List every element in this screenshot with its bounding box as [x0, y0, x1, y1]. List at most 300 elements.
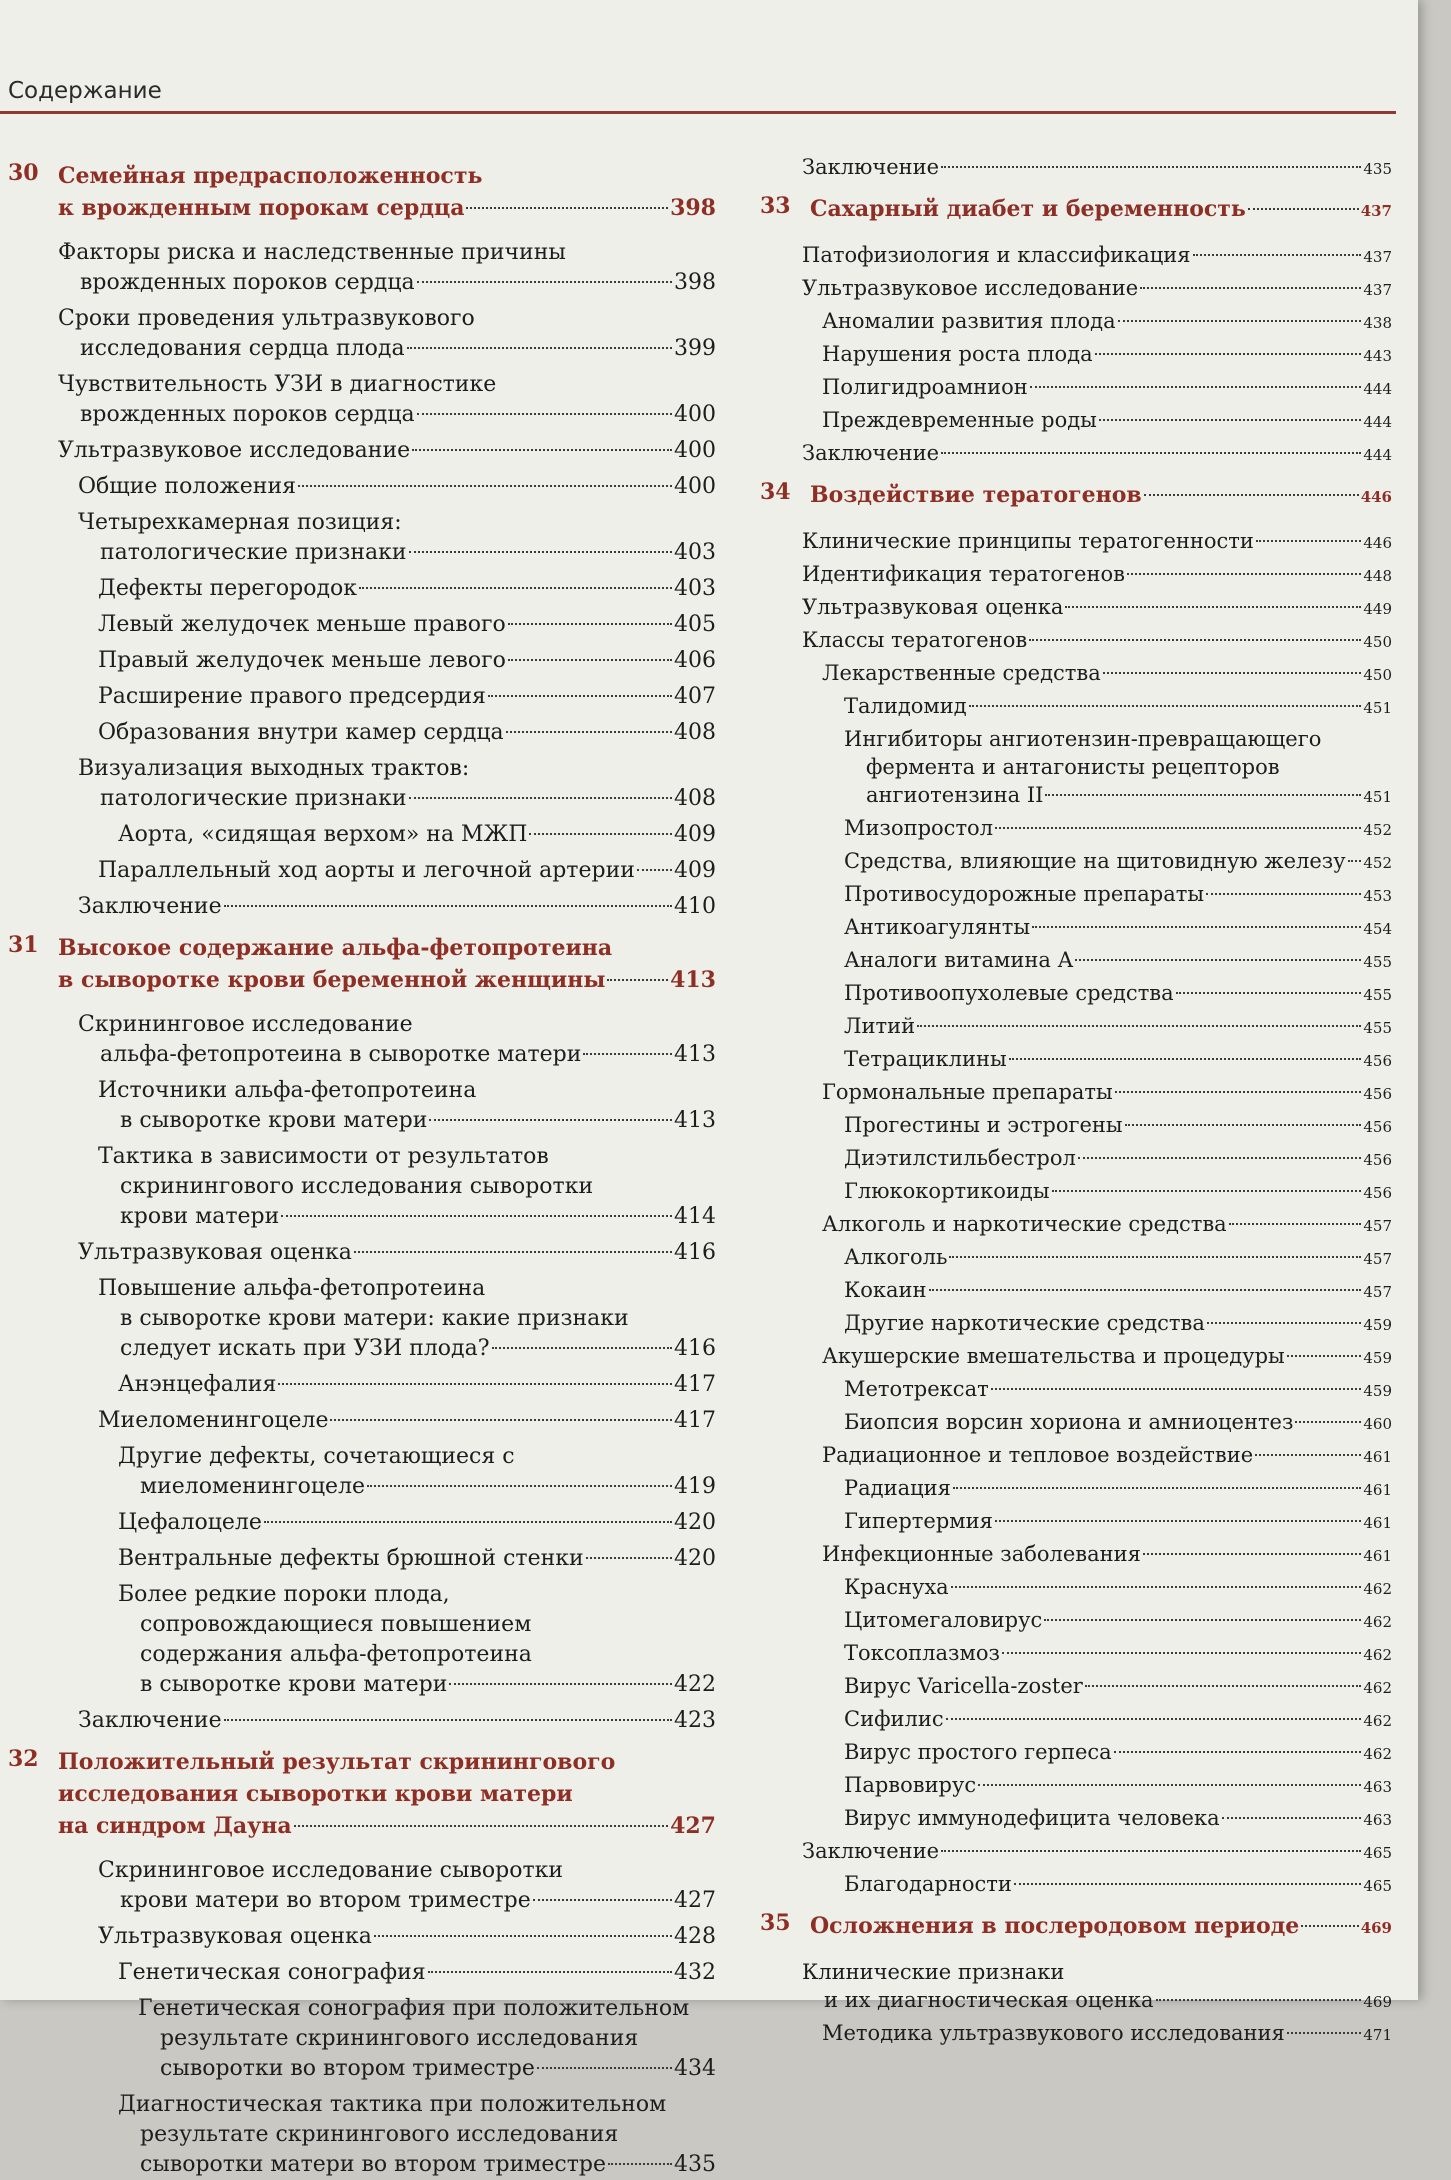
page-number: 465 — [1363, 1844, 1392, 1862]
toc-entry-text: в сыворотке крови матери — [120, 1108, 428, 1133]
toc-entry[interactable] — [752, 913, 1392, 943]
dot-leader — [359, 587, 672, 589]
dot-leader — [407, 347, 672, 349]
toc-entry[interactable] — [752, 406, 1392, 436]
toc-entry-line: Клинические признаки — [802, 1960, 1065, 1984]
toc-entry[interactable] — [752, 560, 1392, 590]
toc-entry-text: Преждевременные роды — [822, 408, 1097, 432]
toc-entry[interactable] — [0, 1508, 716, 1538]
toc-entry[interactable] — [752, 1639, 1392, 1669]
chapter-heading-35[interactable] — [752, 1910, 1392, 1944]
toc-entry[interactable] — [0, 1406, 716, 1436]
toc-entry[interactable] — [752, 1276, 1392, 1306]
page-number: 456 — [1363, 1184, 1392, 1202]
toc-entry-text: Вирус иммунодефицита человека — [844, 1806, 1220, 1830]
page-number: 465 — [1363, 1877, 1392, 1895]
toc-entry-line — [802, 241, 1392, 271]
chapter-title-line — [810, 193, 1392, 227]
page-number: 455 — [1363, 953, 1392, 971]
toc-entry-line — [822, 659, 1392, 689]
toc-entry[interactable] — [0, 304, 716, 364]
toc-entry[interactable] — [0, 1442, 716, 1502]
page-number: 444 — [1363, 413, 1392, 431]
page-number: 416 — [674, 1240, 716, 1265]
toc-entry-text: патологические признаки — [100, 540, 407, 565]
page-number: 461 — [1363, 1481, 1392, 1499]
chapter-number: 32 — [8, 1746, 39, 1772]
dot-leader — [1144, 494, 1359, 496]
toc-entry[interactable] — [0, 1922, 716, 1952]
toc-entry-line — [844, 1738, 1392, 1768]
toc-entry[interactable] — [752, 1375, 1392, 1405]
toc-entry-line — [844, 781, 1392, 811]
toc-entry-text: Цефалоцеле — [118, 1510, 262, 1535]
toc-entry-line — [78, 1238, 716, 1268]
toc-entry[interactable] — [752, 1111, 1392, 1141]
toc-entry[interactable] — [752, 847, 1392, 877]
toc-entry[interactable] — [0, 436, 716, 466]
toc-entry[interactable] — [0, 238, 716, 298]
toc-entry-line — [844, 692, 1392, 722]
toc-entry[interactable] — [752, 340, 1392, 370]
toc-entry-line — [58, 400, 716, 430]
toc-entry-text: Инфекционные заболевания — [822, 1542, 1141, 1566]
dot-leader — [941, 166, 1361, 168]
dot-leader — [1248, 208, 1359, 210]
page-number: 413 — [674, 1108, 716, 1133]
toc-entry-text: Полигидроамнион — [822, 375, 1028, 399]
toc-entry-line — [802, 626, 1392, 656]
page-number: 419 — [674, 1474, 716, 1499]
toc-entry-line — [118, 1670, 716, 1700]
toc-entry-line: Визуализация выходных трактов: — [78, 756, 470, 781]
toc-entry-line: скринингового исследования сыворотки — [120, 1174, 594, 1199]
toc-entry[interactable] — [752, 1672, 1392, 1702]
toc-entry-line: в сыворотке крови матери: какие признаки — [120, 1306, 629, 1331]
toc-entry[interactable] — [0, 1958, 716, 1988]
page-number: 463 — [1363, 1778, 1392, 1796]
toc-entry[interactable] — [0, 820, 716, 850]
dot-leader — [1095, 353, 1362, 355]
chapter-heading-34[interactable] — [752, 479, 1392, 513]
toc-entry[interactable] — [0, 1370, 716, 1400]
toc-entry-line — [78, 784, 716, 814]
page-number: 471 — [1363, 2026, 1392, 2044]
toc-entry-line — [822, 307, 1392, 337]
toc-entry-line — [844, 1276, 1392, 1306]
toc-entry[interactable] — [752, 626, 1392, 656]
toc-entry[interactable] — [752, 1837, 1392, 1867]
dot-leader — [1045, 794, 1361, 796]
toc-entry[interactable] — [752, 1958, 1392, 2016]
toc-entry-text: Дефекты перегородок — [98, 576, 357, 601]
chapter-heading-31[interactable] — [0, 932, 716, 996]
toc-entry-text: Цитомегаловирус — [844, 1608, 1043, 1632]
toc-entry[interactable] — [0, 472, 716, 502]
toc-entry-line — [844, 1672, 1392, 1702]
dot-leader — [330, 1419, 672, 1421]
page-number: 452 — [1363, 821, 1392, 839]
page-number: 457 — [1363, 1283, 1392, 1301]
dot-leader — [1127, 573, 1361, 575]
toc-entry[interactable] — [752, 1177, 1392, 1207]
toc-entry-text: Радиация — [844, 1476, 951, 1500]
toc-entry-line: фермента и антагонисты рецепторов — [866, 755, 1280, 779]
chapter-title — [810, 193, 1392, 227]
dot-leader — [1348, 860, 1362, 862]
chapter-number: 30 — [8, 160, 39, 186]
toc-entry[interactable] — [752, 979, 1392, 1009]
toc-entry-line — [822, 340, 1392, 370]
toc-column-left — [0, 150, 716, 2180]
toc-entry[interactable] — [752, 1606, 1392, 1636]
toc-entry[interactable] — [752, 1870, 1392, 1900]
dot-leader — [488, 695, 672, 697]
toc-entry-line: Другие дефекты, сочетающиеся с — [118, 1444, 515, 1469]
dot-leader — [941, 1850, 1361, 1852]
toc-entry-text: Нарушения роста плода — [822, 342, 1093, 366]
page-number: 450 — [1363, 633, 1392, 651]
toc-entry-text: Глюкокортикоиды — [844, 1179, 1050, 1203]
toc-entry-line: Источники альфа-фетопротеина — [98, 1078, 477, 1103]
toc-entry[interactable] — [752, 373, 1392, 403]
toc-entry-line — [98, 1106, 716, 1136]
toc-entry[interactable] — [752, 1738, 1392, 1768]
toc-entry-line — [844, 1375, 1392, 1405]
dot-leader — [529, 833, 672, 835]
toc-entry-line — [802, 274, 1392, 304]
toc-column-right — [752, 150, 1392, 2049]
chapter-number: 35 — [760, 1910, 791, 1936]
page-number: 459 — [1363, 1316, 1392, 1334]
dot-leader — [607, 979, 668, 981]
page-number: 455 — [1363, 1019, 1392, 1037]
dot-leader — [1118, 320, 1362, 322]
chapter-title — [810, 1910, 1392, 1944]
toc-entry-line — [822, 1078, 1392, 1108]
page-number: 462 — [1363, 1679, 1392, 1697]
toc-entry-line — [844, 1804, 1392, 1834]
toc-entry-text: Метотрексат — [844, 1377, 989, 1401]
toc-entry[interactable] — [752, 1441, 1392, 1471]
toc-entry[interactable] — [752, 1045, 1392, 1075]
page-number: 437 — [1360, 202, 1392, 220]
toc-entry[interactable] — [752, 2019, 1392, 2049]
page-number: 434 — [674, 2056, 716, 2081]
toc-entry[interactable] — [752, 593, 1392, 623]
toc-entry[interactable] — [0, 1706, 716, 1736]
page-number: 460 — [1363, 1415, 1392, 1433]
toc-entry-line — [118, 1958, 716, 1988]
page-number: 414 — [674, 1204, 716, 1229]
chapter-title — [58, 160, 716, 224]
toc-entry-text: Литий — [844, 1014, 916, 1038]
toc-entry[interactable] — [752, 439, 1392, 469]
toc-entry-text: Мизопростол — [844, 816, 994, 840]
toc-entry[interactable] — [0, 646, 716, 676]
toc-entry-line: Ингибиторы ангиотензин-превращающего — [844, 727, 1322, 751]
page-number: 456 — [1363, 1151, 1392, 1169]
toc-entry-line — [802, 1986, 1392, 2016]
toc-entry-line: результате скринингового исследования — [160, 2026, 639, 2051]
toc-entry-text: следует искать при УЗИ плода? — [120, 1336, 490, 1361]
toc-entry[interactable] — [752, 1540, 1392, 1570]
page-number: 459 — [1363, 1349, 1392, 1367]
toc-entry[interactable] — [752, 1573, 1392, 1603]
toc-entry-line — [844, 1309, 1392, 1339]
page-number: 398 — [670, 195, 716, 221]
chapter-number: 34 — [760, 479, 791, 505]
toc-entry[interactable] — [0, 1010, 716, 1070]
toc-entry[interactable] — [752, 153, 1392, 183]
toc-entry-line — [118, 820, 716, 850]
toc-entry-line — [78, 472, 716, 502]
toc-entry[interactable] — [752, 1474, 1392, 1504]
toc-entry[interactable] — [0, 1274, 716, 1364]
page-number: 435 — [674, 2152, 716, 2177]
toc-entry-text: сыворотки матери во втором триместре — [140, 2152, 607, 2177]
dot-leader — [417, 281, 672, 283]
toc-entry-line: Факторы риска и наследственные причины — [58, 240, 566, 265]
toc-entry[interactable] — [752, 692, 1392, 722]
page-number: 451 — [1363, 788, 1392, 806]
page-number: 461 — [1363, 1547, 1392, 1565]
dot-leader — [1176, 992, 1362, 994]
toc-entry-line — [844, 946, 1392, 976]
toc-entry[interactable] — [752, 1771, 1392, 1801]
dot-leader — [1125, 1124, 1362, 1126]
toc-entry-line — [98, 610, 716, 640]
toc-entry-text: Парвовирус — [844, 1773, 977, 1797]
toc-entry-line — [822, 1441, 1392, 1471]
dot-leader — [466, 207, 668, 209]
page-number: 427 — [670, 1813, 716, 1839]
toc-entry-line — [844, 1507, 1392, 1537]
toc-entry[interactable] — [752, 1210, 1392, 1240]
dot-leader — [951, 1586, 1362, 1588]
toc-entry-line — [98, 718, 716, 748]
page-number: 456 — [1363, 1118, 1392, 1136]
toc-entry[interactable] — [752, 880, 1392, 910]
toc-entry-text: Токсоплазмоз — [844, 1641, 1000, 1665]
toc-entry-text: Благодарности — [844, 1872, 1012, 1896]
dot-leader — [1143, 1553, 1361, 1555]
chapter-title-line — [58, 1810, 716, 1842]
toc-entry-line — [844, 1474, 1392, 1504]
dot-leader — [1009, 1058, 1362, 1060]
page-number: 422 — [674, 1672, 716, 1697]
toc-entry[interactable] — [0, 1238, 716, 1268]
toc-entry-text: Прогестины и эстрогены — [844, 1113, 1123, 1137]
toc-entry[interactable] — [752, 1309, 1392, 1339]
toc-entry[interactable] — [752, 659, 1392, 689]
page-number: 446 — [1363, 534, 1392, 552]
toc-entry[interactable] — [0, 574, 716, 604]
toc-entry-line — [844, 814, 1392, 844]
toc-entry[interactable] — [752, 1012, 1392, 1042]
chapter-heading-30[interactable] — [0, 160, 716, 224]
toc-entry-text: Методика ультразвукового исследования — [822, 2021, 1285, 2045]
page-number: 453 — [1363, 887, 1392, 905]
toc-entry-line — [844, 979, 1392, 1009]
chapter-heading-33[interactable] — [752, 193, 1392, 227]
dot-leader — [969, 705, 1362, 707]
toc-entry[interactable] — [752, 946, 1392, 976]
page-number: 469 — [1363, 1993, 1392, 2011]
toc-entry-line — [802, 1837, 1392, 1867]
chapter-number: 33 — [760, 193, 791, 219]
toc-entry-text: Талидомид — [844, 694, 967, 718]
toc-entry-line — [58, 436, 716, 466]
page-number: 408 — [674, 786, 716, 811]
toc-entry-line — [844, 1408, 1392, 1438]
toc-entry-line — [118, 1544, 716, 1574]
toc-entry[interactable] — [0, 1142, 716, 1232]
toc-entry[interactable] — [0, 856, 716, 886]
dot-leader — [412, 449, 672, 451]
toc-entry-text: Аномалии развития плода — [822, 309, 1116, 333]
dot-leader — [429, 1119, 672, 1121]
page-number: 400 — [674, 474, 716, 499]
toc-entry-line — [98, 856, 716, 886]
toc-entry-line — [844, 1144, 1392, 1174]
toc-entry[interactable] — [752, 1408, 1392, 1438]
chapter-heading-32[interactable] — [0, 1746, 716, 1842]
toc-entry-text: Образования внутри камер сердца — [98, 720, 504, 745]
toc-entry-line — [822, 373, 1392, 403]
dot-leader — [1002, 1652, 1361, 1654]
toc-entry[interactable] — [752, 725, 1392, 811]
toc-entry-line: Генетическая сонография при положительном — [138, 1996, 690, 2021]
dot-leader — [506, 731, 672, 733]
page-number: 448 — [1363, 567, 1392, 585]
toc-entry-text: Осложнения в послеродовом периоде — [810, 1913, 1300, 1939]
toc-entry-text: Лекарственные средства — [822, 661, 1101, 685]
dot-leader — [1255, 1454, 1361, 1456]
toc-entry[interactable] — [752, 1144, 1392, 1174]
page-number: 451 — [1363, 699, 1392, 717]
page-number: 410 — [674, 894, 716, 919]
page-number: 444 — [1363, 446, 1392, 464]
dot-leader — [409, 551, 672, 553]
toc-entry-text: Ультразвуковое исследование — [58, 438, 411, 463]
dot-leader — [492, 1347, 672, 1349]
dot-leader — [1207, 1322, 1361, 1324]
toc-entry-text: Гипертермия — [844, 1509, 993, 1533]
toc-entry-line — [844, 1870, 1392, 1900]
dot-leader — [953, 1487, 1362, 1489]
dot-leader — [949, 1256, 1361, 1258]
toc-entry-text: на синдром Дауна — [58, 1813, 292, 1839]
page-number: 423 — [674, 1708, 716, 1733]
toc-entry[interactable] — [752, 307, 1392, 337]
dot-leader — [1052, 1190, 1362, 1192]
page-number: 437 — [1363, 281, 1392, 299]
toc-entry[interactable] — [752, 1342, 1392, 1372]
toc-entry-line — [118, 1472, 716, 1502]
toc-entry-line — [844, 1705, 1392, 1735]
toc-entry-text: к врожденным порокам сердца — [58, 195, 465, 221]
page-number: 455 — [1363, 986, 1392, 1004]
toc-entry-text: Расширение правого предсердия — [98, 684, 486, 709]
toc-entry-text: Заключение — [78, 1708, 222, 1733]
toc-entry-line: Чувствительность УЗИ в диагностике — [58, 372, 497, 397]
page-number: 462 — [1363, 1646, 1392, 1664]
page-number: 427 — [674, 1888, 716, 1913]
toc-entry[interactable] — [0, 682, 716, 712]
toc-entry-line: сопровождающиеся повышением — [140, 1612, 532, 1637]
toc-entry[interactable] — [752, 241, 1392, 271]
page-number: 409 — [674, 858, 716, 883]
toc-entry-line — [844, 847, 1392, 877]
page-number: 454 — [1363, 920, 1392, 938]
toc-entry[interactable] — [0, 892, 716, 922]
dot-leader — [1229, 1223, 1362, 1225]
toc-entry[interactable] — [0, 2090, 716, 2180]
toc-entry[interactable] — [0, 610, 716, 640]
toc-entry-line — [98, 1922, 716, 1952]
dot-leader — [1029, 639, 1361, 641]
chapter-title-line: исследования сыворотки крови матери — [58, 1781, 573, 1807]
toc-entry[interactable] — [0, 1076, 716, 1136]
toc-entry[interactable] — [752, 1078, 1392, 1108]
toc-entry[interactable] — [752, 1507, 1392, 1537]
toc-entry-line — [98, 1886, 716, 1916]
page-number: 435 — [1363, 160, 1392, 178]
toc-entry[interactable] — [0, 1544, 716, 1574]
page-number: 407 — [674, 684, 716, 709]
toc-entry[interactable] — [752, 1804, 1392, 1834]
toc-entry[interactable] — [752, 1243, 1392, 1273]
dot-leader — [409, 797, 672, 799]
page-number: 446 — [1360, 488, 1392, 506]
page-header: Содержание — [8, 78, 162, 104]
page-number: 462 — [1363, 1580, 1392, 1598]
toc-entry[interactable] — [0, 1580, 716, 1700]
toc-entry[interactable] — [0, 1994, 716, 2084]
toc-entry-text: миеломенингоцеле — [140, 1474, 366, 1499]
toc-entry-line — [844, 1573, 1392, 1603]
toc-entry[interactable] — [0, 718, 716, 748]
toc-entry-text: Параллельный ход аорты и легочной артерии — [98, 858, 635, 883]
toc-entry-text: в сыворотке крови матери — [140, 1672, 448, 1697]
dot-leader — [224, 905, 672, 907]
dot-leader — [1287, 2032, 1362, 2034]
toc-entry[interactable] — [0, 508, 716, 568]
toc-entry-line: Скрининговое исследование — [78, 1012, 413, 1037]
toc-entry-text: Алкоголь — [844, 1245, 948, 1269]
page-number: 456 — [1363, 1052, 1392, 1070]
toc-entry[interactable] — [0, 1856, 716, 1916]
toc-entry[interactable] — [0, 370, 716, 430]
toc-entry-text: Акушерские вмешательства и процедуры — [822, 1344, 1285, 1368]
toc-entry-text: исследования сердца плода — [80, 336, 405, 361]
toc-entry[interactable] — [0, 754, 716, 814]
toc-entry[interactable] — [752, 814, 1392, 844]
chapter-title-line: Семейная предрасположенность — [58, 163, 483, 189]
toc-entry[interactable] — [752, 1705, 1392, 1735]
page-number: 449 — [1363, 600, 1392, 618]
dot-leader — [929, 1289, 1362, 1291]
dot-leader — [1078, 1157, 1362, 1159]
toc-entry-text: крови матери во втором триместре — [120, 1888, 531, 1913]
dot-leader — [354, 1251, 672, 1253]
toc-entry-line — [802, 560, 1392, 590]
toc-entry[interactable] — [752, 527, 1392, 557]
toc-entry[interactable] — [752, 274, 1392, 304]
page-number: 420 — [674, 1546, 716, 1571]
toc-entry-text: Противоопухолевые средства — [844, 981, 1174, 1005]
